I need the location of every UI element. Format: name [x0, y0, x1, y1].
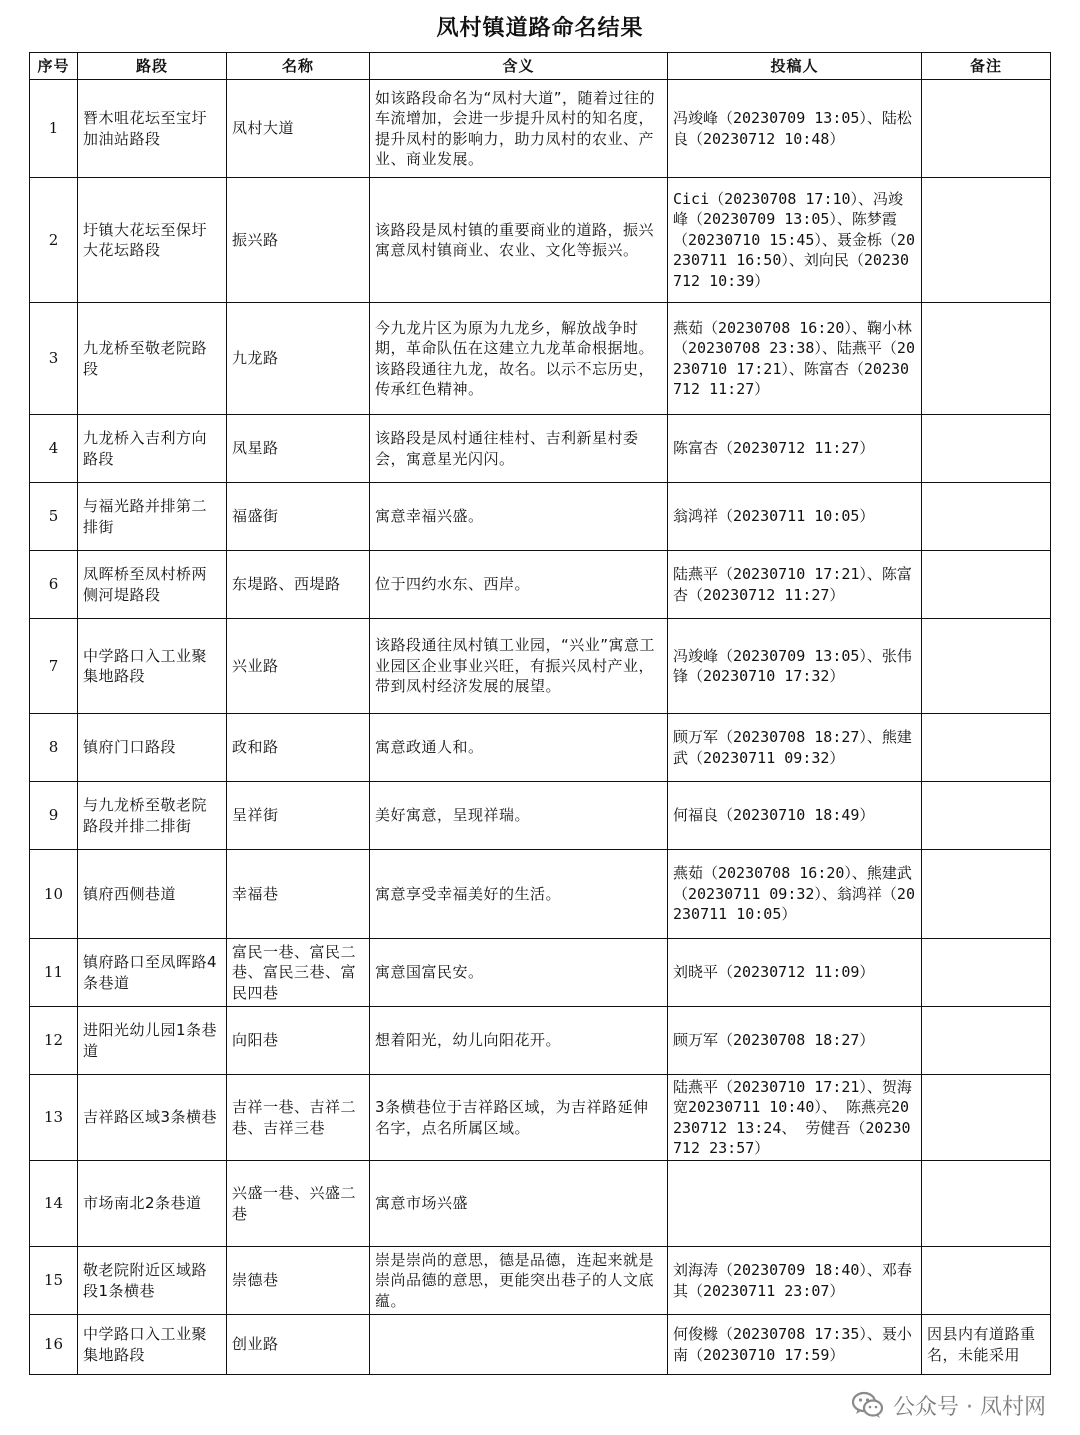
- row-road-name: 向阳巷: [227, 1007, 370, 1075]
- row-meaning: 今九龙片区为原为九龙乡，解放战争时期，革命队伍在这建立九龙革命根据地。该路段通往九龙，故名。以示不忘历史，传承红色精神。: [370, 303, 668, 415]
- row-index: 11: [30, 939, 78, 1007]
- row-meaning: 美好寓意，呈现祥瑞。: [370, 782, 668, 850]
- header-index: 序号: [30, 53, 78, 80]
- row-road-name: 兴业路: [227, 619, 370, 714]
- row-remark: [922, 850, 1051, 939]
- row-segment: 进阳光幼儿园1条巷道: [78, 1007, 227, 1075]
- row-meaning: 该路段是凤村通往桂村、吉利新星村委会，寓意星光闪闪。: [370, 415, 668, 483]
- table-row: [30, 178, 1051, 303]
- row-index: 12: [30, 1007, 78, 1075]
- table-row: [30, 303, 1051, 415]
- table-row: [30, 80, 1051, 178]
- row-segment: 中学路口入工业聚集地路段: [78, 619, 227, 714]
- table-row: [30, 619, 1051, 714]
- row-segment: 中学路口入工业聚集地路段: [78, 1315, 227, 1375]
- row-segment: 凤晖桥至凤村桥两侧河堤路段: [78, 551, 227, 619]
- row-index: 9: [30, 782, 78, 850]
- row-meaning: 崇是崇尚的意思，德是品德，连起来就是崇尚品德的意思，更能突出巷子的人文底蕴。: [370, 1247, 668, 1315]
- row-remark: [922, 1247, 1051, 1315]
- row-index: 5: [30, 483, 78, 551]
- table-row: [30, 714, 1051, 782]
- row-submitters: 刘海涛（20230709 18:40）、邓春其（20230711 23:07）: [668, 1247, 922, 1315]
- row-segment: 与福光路并排第二排街: [78, 483, 227, 551]
- table-row: [30, 1161, 1051, 1247]
- row-segment: 朁木咀花坛至宝圩加油站路段: [78, 80, 227, 178]
- row-segment: 圩镇大花坛至保圩大花坛路段: [78, 178, 227, 303]
- watermark-text: 公众号 · 凤村网: [893, 1394, 1046, 1420]
- document-title: 凤村镇道路命名结果: [436, 15, 644, 41]
- row-road-name: 凤村大道: [227, 80, 370, 178]
- row-submitters: 陆燕平（20230710 17:21）、陈富杏（20230712 11:27）: [668, 551, 922, 619]
- row-submitters: 冯竣峰（20230709 13:05）、张伟锋（20230710 17:32）: [668, 619, 922, 714]
- row-submitters: 燕茹（20230708 16:20）、熊建武（20230711 09:32）、翁鸿祥（20230711 10:05）: [668, 850, 922, 939]
- row-remark: [922, 303, 1051, 415]
- table-row: [30, 782, 1051, 850]
- header-meaning: 含义: [370, 53, 668, 80]
- row-remark: [922, 178, 1051, 303]
- row-index: 8: [30, 714, 78, 782]
- row-meaning: 寓意享受幸福美好的生活。: [370, 850, 668, 939]
- wechat-icon: [851, 1388, 885, 1422]
- row-remark: [922, 415, 1051, 483]
- row-index: 3: [30, 303, 78, 415]
- row-index: 4: [30, 415, 78, 483]
- table-row: [30, 483, 1051, 551]
- row-road-name: 吉祥一巷、吉祥二巷、吉祥三巷: [227, 1075, 370, 1161]
- row-remark: [922, 1075, 1051, 1161]
- table-row: [30, 415, 1051, 483]
- row-meaning: [370, 1315, 668, 1375]
- row-remark: [922, 483, 1051, 551]
- row-meaning: 位于四约水东、西岸。: [370, 551, 668, 619]
- table-row: [30, 551, 1051, 619]
- row-meaning: 该路段是凤村镇的重要商业的道路，振兴寓意凤村镇商业、农业、文化等振兴。: [370, 178, 668, 303]
- row-road-name: 创业路: [227, 1315, 370, 1375]
- table-row: [30, 1247, 1051, 1315]
- row-meaning: 如该路段命名为“凤村大道”，随着过往的车流增加，会进一步提升凤村的知名度，提升凤村的影响力，助力凤村的农业、产业、商业发展。: [370, 80, 668, 178]
- row-road-name: 东堤路、西堤路: [227, 551, 370, 619]
- row-submitters: 顾万军（20230708 18:27）、熊建武（20230711 09:32）: [668, 714, 922, 782]
- row-road-name: 福盛街: [227, 483, 370, 551]
- row-submitters: 何俊橼（20230708 17:35）、聂小南（20230710 17:59）: [668, 1315, 922, 1375]
- row-index: 1: [30, 80, 78, 178]
- row-segment: 镇府西侧巷道: [78, 850, 227, 939]
- table-row: [30, 1007, 1051, 1075]
- row-segment: 镇府门口路段: [78, 714, 227, 782]
- row-index: 14: [30, 1161, 78, 1247]
- row-submitters: 顾万军（20230708 18:27）: [668, 1007, 922, 1075]
- row-meaning: 3条横巷位于吉祥路区域，为吉祥路延伸名字，点名所属区域。: [370, 1075, 668, 1161]
- header-segment: 路段: [78, 53, 227, 80]
- row-remark: [922, 80, 1051, 178]
- row-index: 6: [30, 551, 78, 619]
- row-index: 2: [30, 178, 78, 303]
- row-index: 15: [30, 1247, 78, 1315]
- row-submitters: 陆燕平（20230710 17:21）、贺海宽20230711 10:40）、 陈燕亮20230712 13:24、 劳健吾（20230712 23:57）: [668, 1075, 922, 1161]
- row-road-name: 富民一巷、富民二巷、富民三巷、富民四巷: [227, 939, 370, 1007]
- row-meaning: 该路段通往凤村镇工业园，“兴业”寓意工业园区企业事业兴旺，有振兴凤村产业，带到凤村经济发展的展望。: [370, 619, 668, 714]
- row-road-name: 兴盛一巷、兴盛二巷: [227, 1161, 370, 1247]
- row-remark: [922, 714, 1051, 782]
- table-row: [30, 1315, 1051, 1375]
- row-segment: 九龙桥至敬老院路段: [78, 303, 227, 415]
- row-segment: 吉祥路区域3条横巷: [78, 1075, 227, 1161]
- row-submitters: 燕茹（20230708 16:20）、鞠小林（20230708 23:38）、陆燕平（20230710 17:21）、陈富杏（20230712 11:27）: [668, 303, 922, 415]
- row-segment: 与九龙桥至敬老院路段并排二排街: [78, 782, 227, 850]
- row-submitters: 翁鸿祥（20230711 10:05）: [668, 483, 922, 551]
- table-header-row: [30, 53, 1051, 80]
- row-remark: [922, 1161, 1051, 1247]
- row-remark: [922, 939, 1051, 1007]
- row-segment: 镇府路口至凤晖路4条巷道: [78, 939, 227, 1007]
- table-row: [30, 850, 1051, 939]
- row-meaning: 寓意市场兴盛: [370, 1161, 668, 1247]
- row-road-name: 九龙路: [227, 303, 370, 415]
- row-index: 7: [30, 619, 78, 714]
- row-index: 13: [30, 1075, 78, 1161]
- row-segment: 敬老院附近区域路段1条横巷: [78, 1247, 227, 1315]
- row-submitters: [668, 1161, 922, 1247]
- table-row: [30, 939, 1051, 1007]
- row-submitters: 刘晓平（20230712 11:09）: [668, 939, 922, 1007]
- row-road-name: 振兴路: [227, 178, 370, 303]
- row-segment: 市场南北2条巷道: [78, 1161, 227, 1247]
- row-remark: [922, 619, 1051, 714]
- header-name: 名称: [227, 53, 370, 80]
- row-segment: 九龙桥入吉利方向路段: [78, 415, 227, 483]
- row-remark: [922, 551, 1051, 619]
- row-remark: 因县内有道路重名，未能采用: [922, 1315, 1051, 1375]
- row-remark: [922, 782, 1051, 850]
- row-meaning: 寓意政通人和。: [370, 714, 668, 782]
- row-index: 10: [30, 850, 78, 939]
- row-submitters: 冯竣峰（20230709 13:05）、陆松良（20230712 10:48）: [668, 80, 922, 178]
- header-submitters: 投稿人: [668, 53, 922, 80]
- watermark: [851, 1387, 1046, 1423]
- row-meaning: 想着阳光，幼儿向阳花开。: [370, 1007, 668, 1075]
- header-remark: 备注: [922, 53, 1051, 80]
- row-road-name: 崇德巷: [227, 1247, 370, 1315]
- row-road-name: 幸福巷: [227, 850, 370, 939]
- row-road-name: 政和路: [227, 714, 370, 782]
- table-row: [30, 1075, 1051, 1161]
- naming-results-table: [29, 52, 1051, 1375]
- row-remark: [922, 1007, 1051, 1075]
- row-road-name: 凤星路: [227, 415, 370, 483]
- row-index: 16: [30, 1315, 78, 1375]
- row-meaning: 寓意国富民安。: [370, 939, 668, 1007]
- row-submitters: 何福良（20230710 18:49）: [668, 782, 922, 850]
- row-submitters: Cici（20230708 17:10）、冯竣峰（20230709 13:05）、陈梦霞（20230710 15:45）、聂金栎（20230711 16:50）、刘向民（20230712 10:39）: [668, 178, 922, 303]
- row-submitters: 陈富杏（20230712 11:27）: [668, 415, 922, 483]
- row-road-name: 呈祥街: [227, 782, 370, 850]
- row-meaning: 寓意幸福兴盛。: [370, 483, 668, 551]
